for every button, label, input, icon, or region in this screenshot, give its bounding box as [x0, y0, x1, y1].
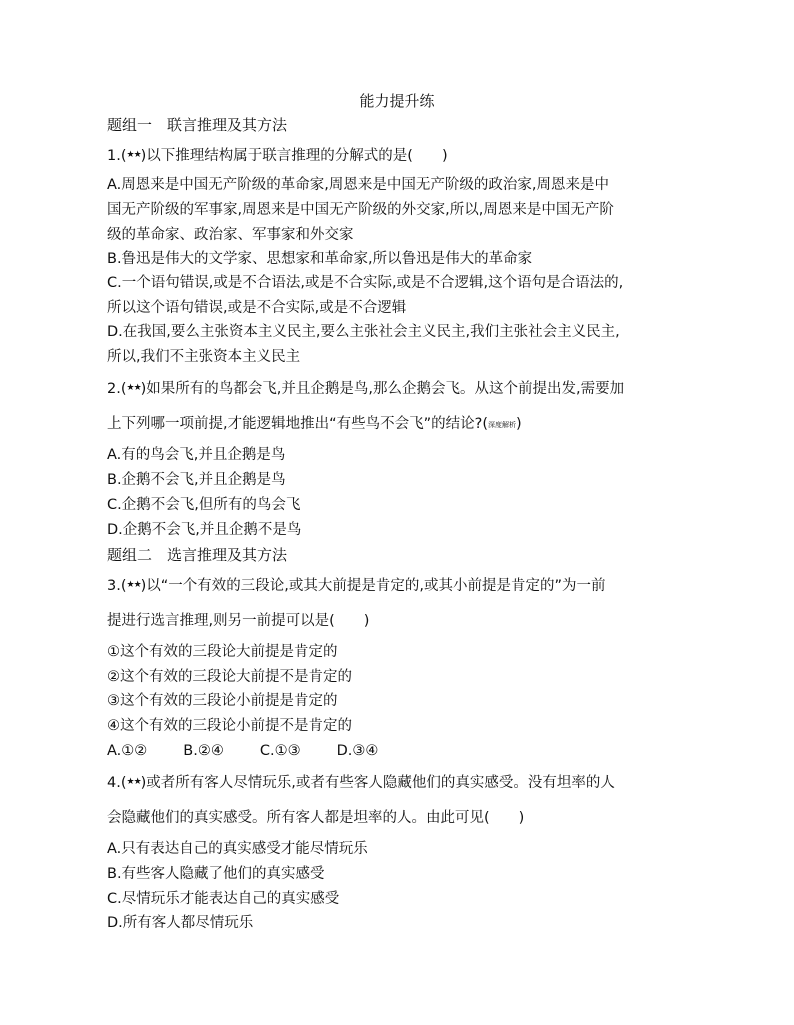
difficulty-stars-icon: ★★: [126, 150, 141, 160]
q2-option-b: B.企鹅不会飞,并且企鹅是鸟: [107, 472, 286, 488]
q2-option-d: D.企鹅不会飞,并且企鹅不是鸟: [107, 522, 302, 538]
question-2-stem-line2: 上下列哪一项前提,才能逻辑地推出“有些鸟不会飞”的结论?(深度解析): [107, 416, 522, 432]
q3-item-2: ②这个有效的三段论大前提不是肯定的: [107, 669, 352, 685]
q1-option-a-line3: 级的革命家、政治家、军事家和外交家: [107, 227, 354, 243]
q4-option-a: A.只有表达自己的真实感受才能尽情玩乐: [107, 841, 368, 857]
analysis-note: 深度解析: [487, 421, 516, 429]
q4-option-c: C.尽情玩乐才能表达自己的真实感受: [107, 891, 340, 907]
q1-option-a-line2: 国无产阶级的军事家,周恩来是中国无产阶级的外交家,所以,周恩来是中国无产阶: [107, 202, 614, 218]
question-3-stem-line2: 提进行选言推理,则另一前提可以是( ): [107, 613, 370, 629]
q3-choices: [107, 741, 697, 761]
section-heading-group1: 题组一 联言推理及其方法: [107, 116, 288, 134]
q1-option-a-line1: A.周恩来是中国无产阶级的革命家,周恩来是中国无产阶级的政治家,周恩来是中: [107, 177, 609, 193]
q3-choice-b: B.②④: [183, 743, 224, 759]
q1-option-b: B.鲁迅是伟大的文学家、思想家和革命家,所以鲁迅是伟大的革命家: [107, 251, 533, 267]
q1-option-c-line1: C.一个语句错误,或是不合语法,或是不合实际,或是不合逻辑,这个语句是合语法的,: [107, 275, 624, 291]
q1-option-d-line1: D.在我国,要么主张资本主义民主,要么主张社会主义民主,我们主张社会主义民主,: [107, 324, 620, 340]
difficulty-stars-icon: ★★: [126, 383, 141, 393]
q3-item-1: ①这个有效的三段论大前提是肯定的: [107, 644, 338, 660]
question-4-stem-line2: 会隐藏他们的真实感受。所有客人都是坦率的人。由此可见( ): [107, 810, 525, 826]
q2-option-c: C.企鹅不会飞,但所有的鸟会飞: [107, 497, 301, 513]
q4-option-d: D.所有客人都尽情玩乐: [107, 915, 254, 931]
q3-item-4: ④这个有效的三段论小前提不是肯定的: [107, 718, 352, 734]
difficulty-stars-icon: ★★: [126, 580, 141, 590]
q3-choice-c: C.①③: [259, 743, 301, 759]
q4-option-b: B.有些客人隐藏了他们的真实感受: [107, 866, 325, 882]
q1-option-d-line2: 所以,我们不主张资本主义民主: [107, 349, 301, 365]
q2-option-a: A.有的鸟会飞,并且企鹅是鸟: [107, 447, 286, 463]
q3-item-3: ③这个有效的三段论小前提是肯定的: [107, 693, 338, 709]
q1-option-c-line2: 所以这个语句错误,或是不合实际,或是不合逻辑: [107, 300, 407, 316]
question-3-stem: 3.(★★)以“一个有效的三段论,或其大前提是肯定的,或其小前提是肯定的”为一前: [107, 575, 697, 596]
page-title: 能力提升练: [359, 92, 435, 110]
difficulty-stars-icon: ★★: [126, 777, 141, 787]
question-4-stem: 4.(★★)或者所有客人尽情玩乐,或者有些客人隐藏他们的真实感受。没有坦率的人: [107, 772, 697, 793]
section-heading-group2: 题组二 选言推理及其方法: [107, 546, 288, 564]
question-2-stem: 2.(★★)如果所有的鸟都会飞,并且企鹅是鸟,那么企鹅会飞。从这个前提出发,需要加: [107, 378, 697, 399]
q3-choice-d: D.③④: [336, 743, 379, 759]
question-1-stem: 1.(★★)以下推理结构属于联言推理的分解式的是( ): [107, 145, 697, 166]
q3-choice-a: A.①②: [107, 743, 148, 759]
